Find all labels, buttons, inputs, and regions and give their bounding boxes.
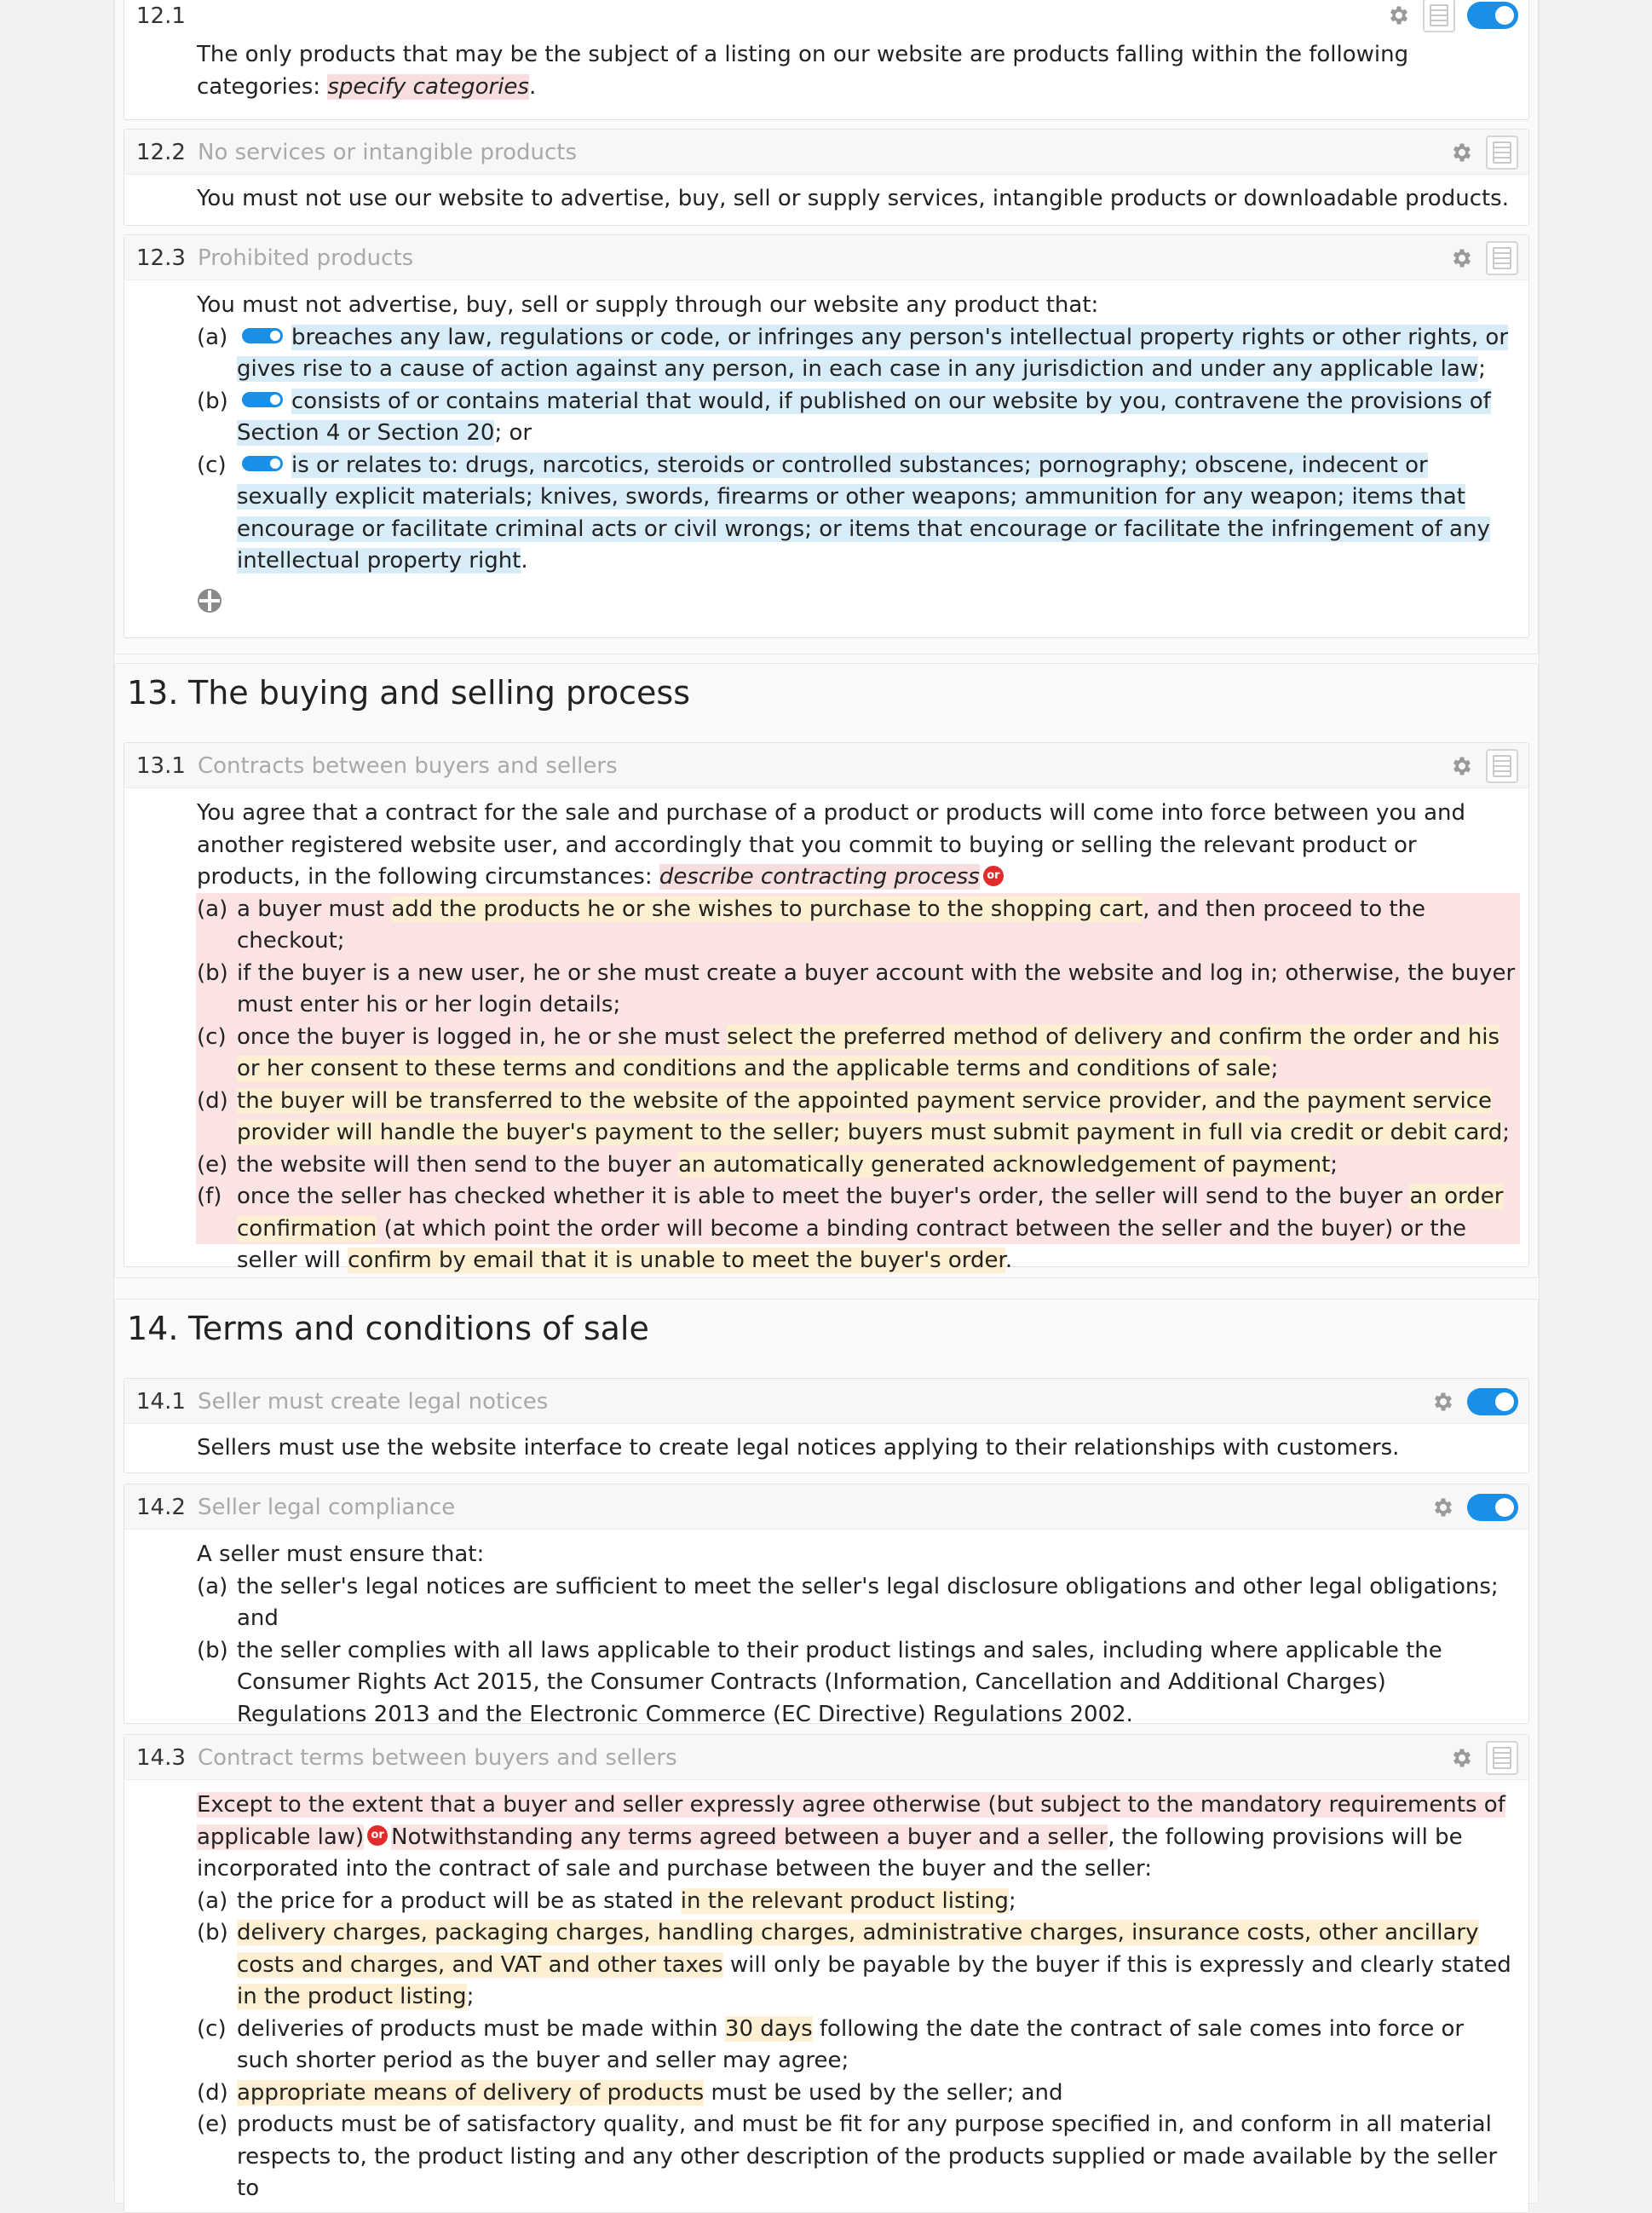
section-13-container: [114, 663, 1539, 1278]
item-label: (c): [197, 452, 227, 478]
clause-header: [124, 743, 1528, 788]
clause-title[interactable]: Prohibited products: [198, 245, 414, 271]
clause-toggle[interactable]: [1467, 1494, 1518, 1521]
gear-icon[interactable]: [1387, 3, 1411, 27]
item-label: (e): [197, 1151, 228, 1178]
notes-button[interactable]: [1486, 749, 1518, 783]
clause-tools: [1450, 135, 1518, 170]
item-text: will only be payable by the buyer if this is expressly and clearly stated: [722, 1951, 1511, 1978]
item-text: ;: [1270, 1056, 1279, 1081]
list-item: [197, 386, 1520, 450]
clause-body: [197, 1432, 1520, 1465]
item-toggle[interactable]: [242, 456, 283, 471]
list-item: [197, 1086, 1520, 1150]
item-label: (b): [197, 1920, 228, 1945]
clause-13-1: [124, 742, 1529, 1273]
item-highlight: select the preferred method of delivery and confirm the order and his or her consent to these terms and conditions and the applicable terms and conditions of sale: [237, 1023, 1500, 1081]
item-text: following the date the contract of sale comes into force or such shorter period as the buyer and seller may agree;: [237, 2015, 1465, 2073]
item-label: (d): [197, 1087, 228, 1114]
notes-button[interactable]: [1486, 1741, 1518, 1775]
item-text: the price for a product will be as stated: [237, 1887, 681, 1914]
list-item: [197, 1150, 1520, 1182]
document-icon: [1493, 141, 1511, 164]
item-tail: .: [521, 548, 528, 573]
item-text: ;: [1330, 1151, 1338, 1178]
clause-body: [197, 1789, 1520, 2205]
clause-number: 14.2: [136, 1495, 186, 1520]
clause-header: [124, 1379, 1528, 1424]
gear-icon[interactable]: [1431, 1390, 1455, 1414]
item-tail: ; or: [494, 420, 532, 446]
document-icon: [1493, 1747, 1511, 1769]
document-page: [113, 0, 1540, 2201]
clause-tools: [1450, 749, 1518, 783]
item-highlight: add the products he or she wishes to purchase to the shopping cart: [391, 896, 1143, 922]
clause-intro: A seller must ensure that:: [197, 1542, 485, 1567]
section-12-container: [114, 0, 1539, 654]
list-item: [197, 1635, 1520, 1732]
notes-button[interactable]: [1423, 0, 1455, 32]
item-label: (d): [197, 2079, 228, 2106]
clause-tools: [1431, 1385, 1518, 1419]
clause-body: [197, 183, 1520, 216]
item-highlight: appropriate means of delivery of products: [237, 2079, 705, 2106]
clause-body: [197, 39, 1520, 103]
section-title: Terms and conditions of sale: [188, 1310, 649, 1347]
item-label: (c): [197, 2015, 227, 2042]
item-text: ;: [1008, 1887, 1016, 1914]
clause-title[interactable]: Contracts between buyers and sellers: [198, 753, 618, 779]
item-text: must be used by the seller; and: [704, 2079, 1063, 2106]
item-text: products must be of satisfactory quality, and must be fit for any purpose specified in, and conform in all material respects to, the product listing and any other description of the products supplied or made available by the seller to: [237, 2112, 1498, 2201]
item-highlight: confirm by email that it is unable to meet the buyer's order: [348, 1248, 1005, 1273]
clause-header: [124, 1735, 1528, 1780]
item-text: ;: [1502, 1120, 1510, 1145]
document-icon: [1430, 4, 1448, 26]
clause-intro: , the following provisions will be incorporated into the contract of sale and purchase between the buyer and the seller:: [197, 1824, 1463, 1882]
list-item: [197, 2078, 1520, 2110]
clause-text: Sellers must use the website interface to create legal notices applying to their relationships with customers.: [197, 1435, 1400, 1461]
document-icon: [1493, 755, 1511, 777]
item-label: (a): [197, 324, 228, 350]
item-text: the seller's legal notices are sufficient to meet the seller's legal disclosure obligations and other legal obligations; and: [237, 1573, 1499, 1631]
clause-14-1: [124, 1378, 1529, 1473]
document-icon: [1493, 247, 1511, 269]
clause-number: 12.1: [136, 3, 186, 29]
clause-body: [197, 1539, 1520, 1731]
item-tail: ;: [1478, 356, 1486, 382]
clause-14-2: [124, 1484, 1529, 1727]
item-text: is or relates to: drugs, narcotics, steroids or controlled substances; pornography; obscene, indecent or sexually explicit materials; knives, swords, firearms or other weapons; ammunition for any weapon; items that encourage or facilitate criminal acts or civil wrongs; or items that encourage or facilitate the infringement of any intellectual property right: [237, 452, 1490, 573]
gear-icon[interactable]: [1450, 1746, 1474, 1770]
notes-button[interactable]: [1486, 135, 1518, 170]
section-heading: [127, 674, 690, 712]
clause-number: 14.3: [136, 1745, 186, 1771]
clause-header: [124, 1484, 1528, 1530]
item-toggle[interactable]: [242, 328, 283, 343]
clause-intro: You agree that a contract for the sale and purchase of a product or products will come into force between you and another registered website user, and accordingly that you commit to buying or selling the relevant product or products, in the following circumstances:: [197, 800, 1466, 890]
gear-icon[interactable]: [1450, 754, 1474, 778]
list-item: [197, 1022, 1520, 1086]
gear-icon[interactable]: [1431, 1496, 1455, 1519]
item-text: (at which point the order will become a binding contract between the seller and the buyer) or the seller will: [237, 1215, 1467, 1273]
list-item: [197, 1917, 1520, 2014]
clause-number: 12.2: [136, 140, 186, 165]
list-item: [197, 2109, 1520, 2205]
list-item: [197, 2014, 1520, 2078]
clause-body: [197, 290, 1520, 614]
clause-12-3: [124, 234, 1529, 638]
list-item: [197, 1571, 1520, 1635]
option-text: Notwithstanding any terms agreed between a buyer and a seller: [391, 1824, 1108, 1850]
list-item: [197, 1886, 1520, 1918]
clause-text: You must not use our website to advertise, buy, sell or supply services, intangible products or downloadable products.: [197, 186, 1509, 211]
add-item-icon[interactable]: [197, 588, 222, 614]
item-label: (a): [197, 1573, 228, 1599]
clause-tools: [1387, 0, 1518, 32]
item-highlight: in the product listing: [237, 1984, 467, 2009]
item-text: the seller complies with all laws applicable to their product listings and sales, including where applicable the Consumer Rights Act 2015, the Consumer Contracts (Information, Cancellation and Additional Charges) Regulations 2013 and the Electronic Commerce (EC Directive) Regulations 2002.: [237, 1637, 1442, 1727]
clause-number: 12.3: [136, 245, 186, 271]
section-number: 14.: [127, 1310, 179, 1347]
variable-field[interactable]: describe contracting process: [659, 864, 980, 890]
clause-intro: You must not advertise, buy, sell or supply through our website any product that:: [197, 292, 1099, 318]
clause-body: [197, 798, 1520, 1277]
clause-number: 14.1: [136, 1389, 186, 1415]
clause-toggle[interactable]: [1467, 2, 1518, 29]
item-text: , and then proceed to the checkout;: [237, 896, 1426, 954]
notes-button[interactable]: [1486, 241, 1518, 275]
clause-header: [124, 0, 1528, 37]
section-14-container: [114, 1299, 1539, 2204]
item-toggle[interactable]: [242, 392, 283, 407]
item-label: (a): [197, 896, 228, 922]
clause-toggle[interactable]: [1467, 1388, 1518, 1415]
item-text: a buyer must: [237, 896, 392, 922]
clause-header: [124, 235, 1528, 280]
list-item: [197, 894, 1520, 958]
clause-12-1: [124, 0, 1529, 120]
clause-tools: [1450, 1741, 1518, 1775]
item-highlight: in the relevant product listing: [680, 1887, 1009, 1914]
clause-header: [124, 130, 1528, 175]
clause-tools: [1450, 241, 1518, 275]
or-badge[interactable]: or: [983, 866, 1004, 886]
list-item: [197, 450, 1520, 578]
clause-text: The only products that may be the subject of a listing on our website are products falling within the following categories:: [197, 42, 1409, 100]
gear-icon[interactable]: [1450, 141, 1474, 164]
item-highlight: an order confirmation: [237, 1184, 1504, 1242]
clause-text-end: .: [528, 73, 537, 100]
item-highlight: an automatically generated acknowledgement of payment: [677, 1151, 1331, 1178]
item-highlight: the buyer will be transferred to the website of the appointed payment service provider, and the payment service provider will handle the buyer's payment to the seller; buyers must submit payment in full via credit or debit card: [237, 1087, 1503, 1145]
item-label: (f): [197, 1184, 222, 1209]
list-item: [197, 322, 1520, 386]
clause-12-2: [124, 129, 1529, 226]
list-item: [197, 1181, 1520, 1277]
item-highlight: 30 days: [724, 2015, 813, 2042]
item-text: once the seller has checked whether it is able to meet the buyer's order, the seller will send to the buyer: [237, 1184, 1410, 1209]
clause-title[interactable]: Seller must create legal notices: [198, 1389, 549, 1415]
item-label: (b): [197, 1637, 228, 1663]
clause-title[interactable]: Contract terms between buyers and sellers: [198, 1745, 677, 1771]
item-text: ;: [466, 1984, 475, 2009]
clause-tools: [1431, 1490, 1518, 1524]
clause-number: 13.1: [136, 753, 186, 779]
gear-icon[interactable]: [1450, 246, 1474, 270]
option-text: Except to the extent that a buyer and seller expressly agree otherwise (but subject to the mandatory requirements of applicable law): [197, 1792, 1505, 1850]
item-label: (b): [197, 960, 228, 986]
item-text: consists of or contains material that would, if published on our website by you, contravene the provisions of Section 4 or Section 20: [237, 388, 1491, 446]
item-highlight: delivery charges, packaging charges, handling charges, administrative charges, insurance costs, other ancillary costs and charges, and VAT and other taxes: [237, 1920, 1479, 1978]
list-item: [197, 958, 1520, 1022]
clause-title[interactable]: No services or intangible products: [198, 140, 577, 165]
clause-14-3: [124, 1734, 1529, 2213]
item-text: once the buyer is logged in, he or she must: [237, 1023, 728, 1050]
clause-title[interactable]: Seller legal compliance: [198, 1495, 456, 1520]
item-label: (c): [197, 1023, 227, 1050]
section-title: The buying and selling process: [188, 674, 691, 712]
item-text: the website will then send to the buyer: [237, 1151, 678, 1178]
section-heading: [127, 1310, 649, 1347]
item-text: breaches any law, regulations or code, or infringes any person's intellectual property rights or other rights, or gives rise to a cause of action against any person, in each case in any jurisdiction and under any applicable law: [237, 324, 1509, 382]
item-text: deliveries of products must be made within: [237, 2015, 725, 2042]
item-label: (b): [197, 388, 228, 414]
section-number: 13.: [127, 674, 179, 712]
item-label: (a): [197, 1887, 228, 1914]
item-text: .: [1004, 1248, 1013, 1273]
item-label: (e): [197, 2112, 228, 2137]
or-badge[interactable]: or: [367, 1825, 388, 1846]
variable-field[interactable]: specify categories: [327, 73, 529, 100]
item-text: if the buyer is a new user, he or she must create a buyer account with the website and log in; otherwise, the buyer must enter his or her login details;: [237, 960, 1516, 1017]
